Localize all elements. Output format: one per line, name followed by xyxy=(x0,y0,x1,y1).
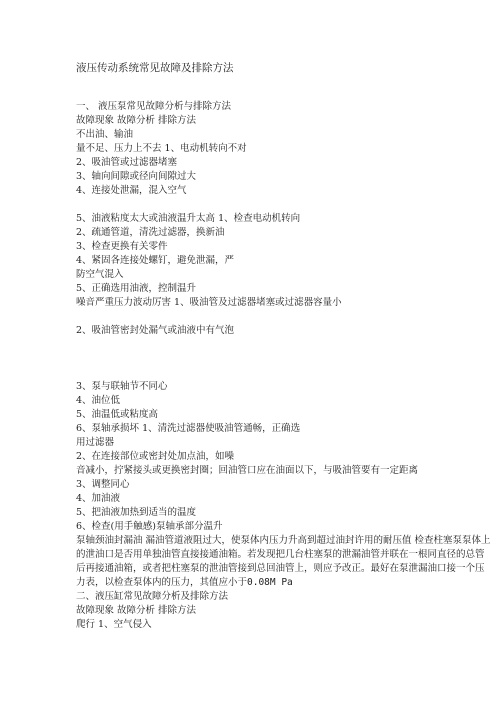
table-header: 故障现象 故障分析 排除方法 xyxy=(76,115,197,126)
text-line: 防空气混入 xyxy=(76,269,124,280)
section-heading: 二、液压缸常见故障分析及排除方法 xyxy=(76,591,229,602)
text-line: 量不足、压力上不去 1、电动机转向不对 xyxy=(76,143,247,154)
document-title: 液压传动系统常见故障及排除方法 xyxy=(76,62,234,74)
table-header: 故障现象 故障分析 排除方法 xyxy=(76,605,197,616)
text-line: 2、疏通管道，清洗过滤器，换新油 xyxy=(76,227,225,238)
text-line: 3、泵与联轴节不同心 xyxy=(76,381,168,392)
text-line: 5、把油液加热到适当的温度 xyxy=(76,507,197,518)
paragraph-text: 泵轴颈油封漏油 漏油管道液阻过大，使泵体内压力升高到超过油封许用的耐压值 检查柱塞泵泵体上的泄油口是否用单独油管直接接通油箱。若发现把几台柱塞泵的泄漏油管并联在一根同直径的总管后再接通油箱，或者把柱塞泵的泄油管接到总回油管上，则应予改正。最好在泵泄漏油口接一个压力表，以检查泵体内的压力，其值应小于 xyxy=(76,535,491,588)
text-paragraph xyxy=(76,534,492,590)
text-line: 3、检查更换有关零件 xyxy=(76,241,168,252)
text-line: 不出油、输油 xyxy=(76,129,134,140)
spacer xyxy=(76,338,492,380)
document-body xyxy=(76,100,492,632)
text-line: 4、紧固各连接处螺钉，避免泄漏，严 xyxy=(76,255,235,266)
text-line: 用过滤器 xyxy=(76,437,115,448)
text-line: 2、吸油管或过滤器堵塞 xyxy=(76,157,178,168)
text-line: 4、连接处泄漏，混入空气 xyxy=(76,185,187,196)
text-line: 4、油位低 xyxy=(76,395,121,406)
text-line: 5、正确选用油液，控制温升 xyxy=(76,283,197,294)
text-line: 5、油液粘度太大或油液温升太高 1、检查电动机转向 xyxy=(76,213,301,224)
spacer xyxy=(76,198,492,212)
text-line: 3、轴向间隙或径向间隙过大 xyxy=(76,171,197,182)
spacer xyxy=(76,310,492,324)
text-line: 爬行 1、空气侵入 xyxy=(76,619,152,630)
text-line: 4、加油液 xyxy=(76,493,121,504)
text-line: 3、调整同心 xyxy=(76,479,130,490)
text-line: 2、吸油管密封处漏气或油液中有气泡 xyxy=(76,325,235,336)
pressure-value: 0.08M Pa xyxy=(247,577,293,588)
text-line: 6、检查(用手触感)泵轴承部分温升 xyxy=(76,521,223,532)
text-line: 6、泵轴承损坏 1、清洗过滤器使吸油管通畅，正确选 xyxy=(76,423,301,434)
text-line: 5、油温低或粘度高 xyxy=(76,409,159,420)
text-line: 噪音严重压力波动厉害 1、吸油管及过滤器堵塞或过滤器容量小 xyxy=(76,297,342,308)
section-heading: 一、 液压泵常见故障分析与排除方法 xyxy=(76,101,232,112)
text-line: 2、在连接部位或密封处加点油，如噪 xyxy=(76,451,235,462)
text-paragraph: 音减小，拧紧接头或更换密封圈；回油管口应在油面以下，与吸油管要有一定距离 xyxy=(76,465,419,476)
